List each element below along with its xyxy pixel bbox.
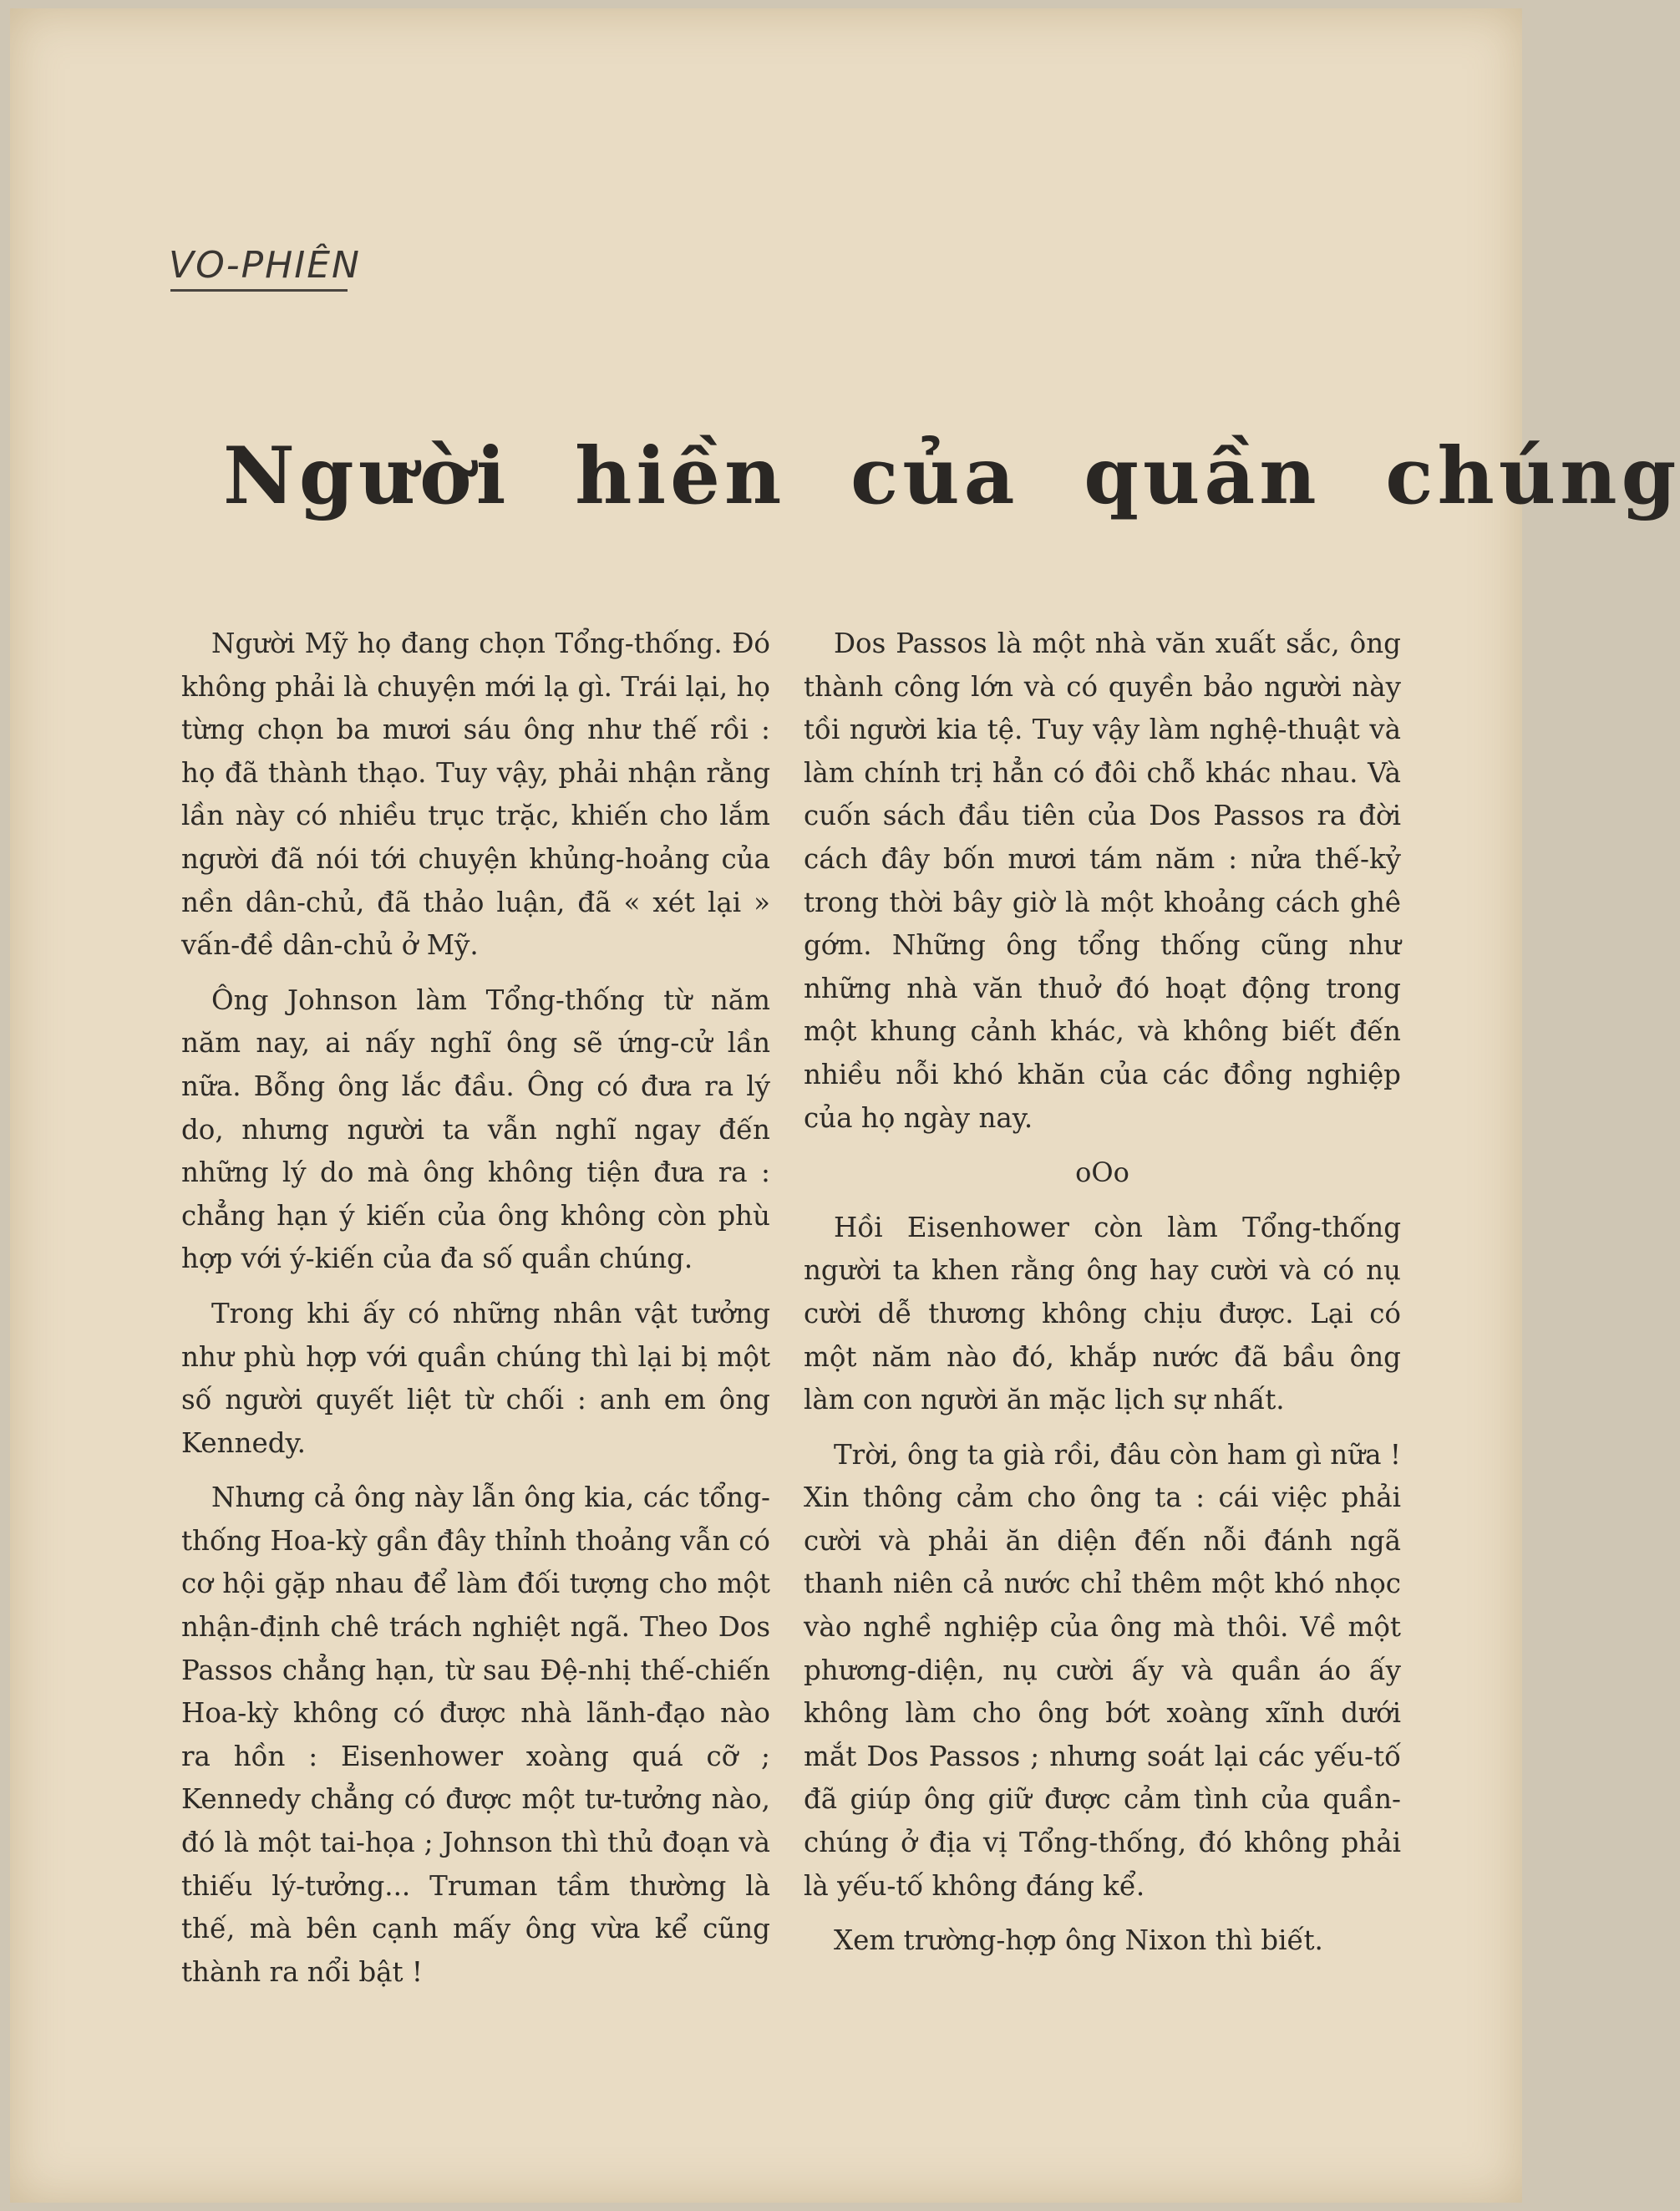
paragraph: Người Mỹ họ đang chọn Tổng-thống. Đó không phải là chuyện mới lạ gì. Trái lại, họ từng chọn ba mươi sáu ông như thế rồi : họ đã thành thạo. Tuy vậy, phải nhận rằng lần này có nhiều trục trặc, khiến cho lắm người đã nói tới chuyện khủng-hoảng của nền dân-chủ, đã thảo luận, đã « xét lại » vấn-đề dân-chủ ở Mỹ.: [181, 628, 770, 962]
author-underline: [170, 289, 348, 292]
paragraph: Trời, ông ta già rồi, đâu còn ham gì nữa ! Xin thông cảm cho ông ta : cái việc phải cười và phải ăn diện đến nỗi đánh ngã thanh niên cả nước chỉ thêm một khó nhọc vào nghề nghiệp của ông mà thôi. Về một phương-diện, nụ cười ấy và quần áo ấy không làm cho ông bớt xoàng xĩnh dưới mắt Dos Passos ; nhưng soát lại các yếu-tố đã giúp ông giữ được cảm tình của quần-chúng ở địa vị Tổng-thống, đó không phải là yếu-tố không đáng kể.: [804, 1438, 1401, 1902]
section-separator: oOo: [1075, 1156, 1129, 1189]
paragraph: Xem trường-hợp ông Nixon thì biết.: [834, 1924, 1323, 1957]
paragraph: Hồi Eisenhower còn làm Tổng-thống người ta khen rằng ông hay cười và có nụ cười dễ thương không chịu được. Lại có một năm nào đó, khắp nước đã bầu ông làm con người ăn mặc lịch sự nhất.: [804, 1211, 1401, 1416]
paragraph: Nhưng cả ông này lẫn ông kia, các tổng-thống Hoa-kỳ gần đây thỉnh thoảng vẫn có cơ hội gặp nhau để làm đối tượng cho một nhận-định chê trách nghiệt ngã. Theo Dos Passos chẳng hạn, từ sau Đệ-nhị thế-chiến Hoa-kỳ không có được nhà lãnh-đạo nào ra hồn : Eisenhower xoàng quá cỡ ; Kennedy chẳng có được một tư-tưởng nào, đó là một tai-họa ; Johnson thì thủ đoạn và thiếu lý-tưởng... Truman tầm thường là thế, mà bên cạnh mấy ông vừa kể cũng thành ra nổi bật !: [181, 1482, 770, 1988]
magazine-page: [10, 8, 1680, 2203]
article-title: Người hiền của quần chúng: [223, 430, 1680, 522]
paragraph: Trong khi ấy có những nhân vật tưởng như phù hợp với quần chúng thì lại bị một số người quyết liệt từ chối : anh em ông Kennedy.: [181, 1297, 770, 1459]
right-column: [804, 623, 1401, 1963]
paragraph: Ông Johnson làm Tổng-thống từ năm năm nay, ai nấy nghĩ ông sẽ ứng-cử lần nữa. Bỗng ông lắc đầu. Ông có đưa ra lý do, nhưng người ta vẫn nghĩ ngay đến những lý do mà ông không tiện đưa ra : chẳng hạn ý kiến của ông không còn phù hợp với ý-kiến của đa số quần chúng.: [181, 984, 770, 1275]
left-column: [181, 623, 770, 1994]
paragraph: Dos Passos là một nhà văn xuất sắc, ông thành công lớn và có quyền bảo người này tồi người kia tệ. Tuy vậy làm nghệ-thuật và làm chính trị hẳn có đôi chỗ khác nhau. Và cuốn sách đầu tiên của Dos Passos ra đời cách đây bốn mươi tám năm : nửa thế-kỷ trong thời bây giờ là một khoảng cách ghê gớm. Những ông tổng thống cũng như những nhà văn thuở đó hoạt động trong một khung cảnh khác, và không biết đến nhiều nỗi khó khăn của các đồng nghiệp của họ ngày nay.: [804, 628, 1401, 1134]
author-name: VO-PHIÊN: [169, 244, 361, 287]
